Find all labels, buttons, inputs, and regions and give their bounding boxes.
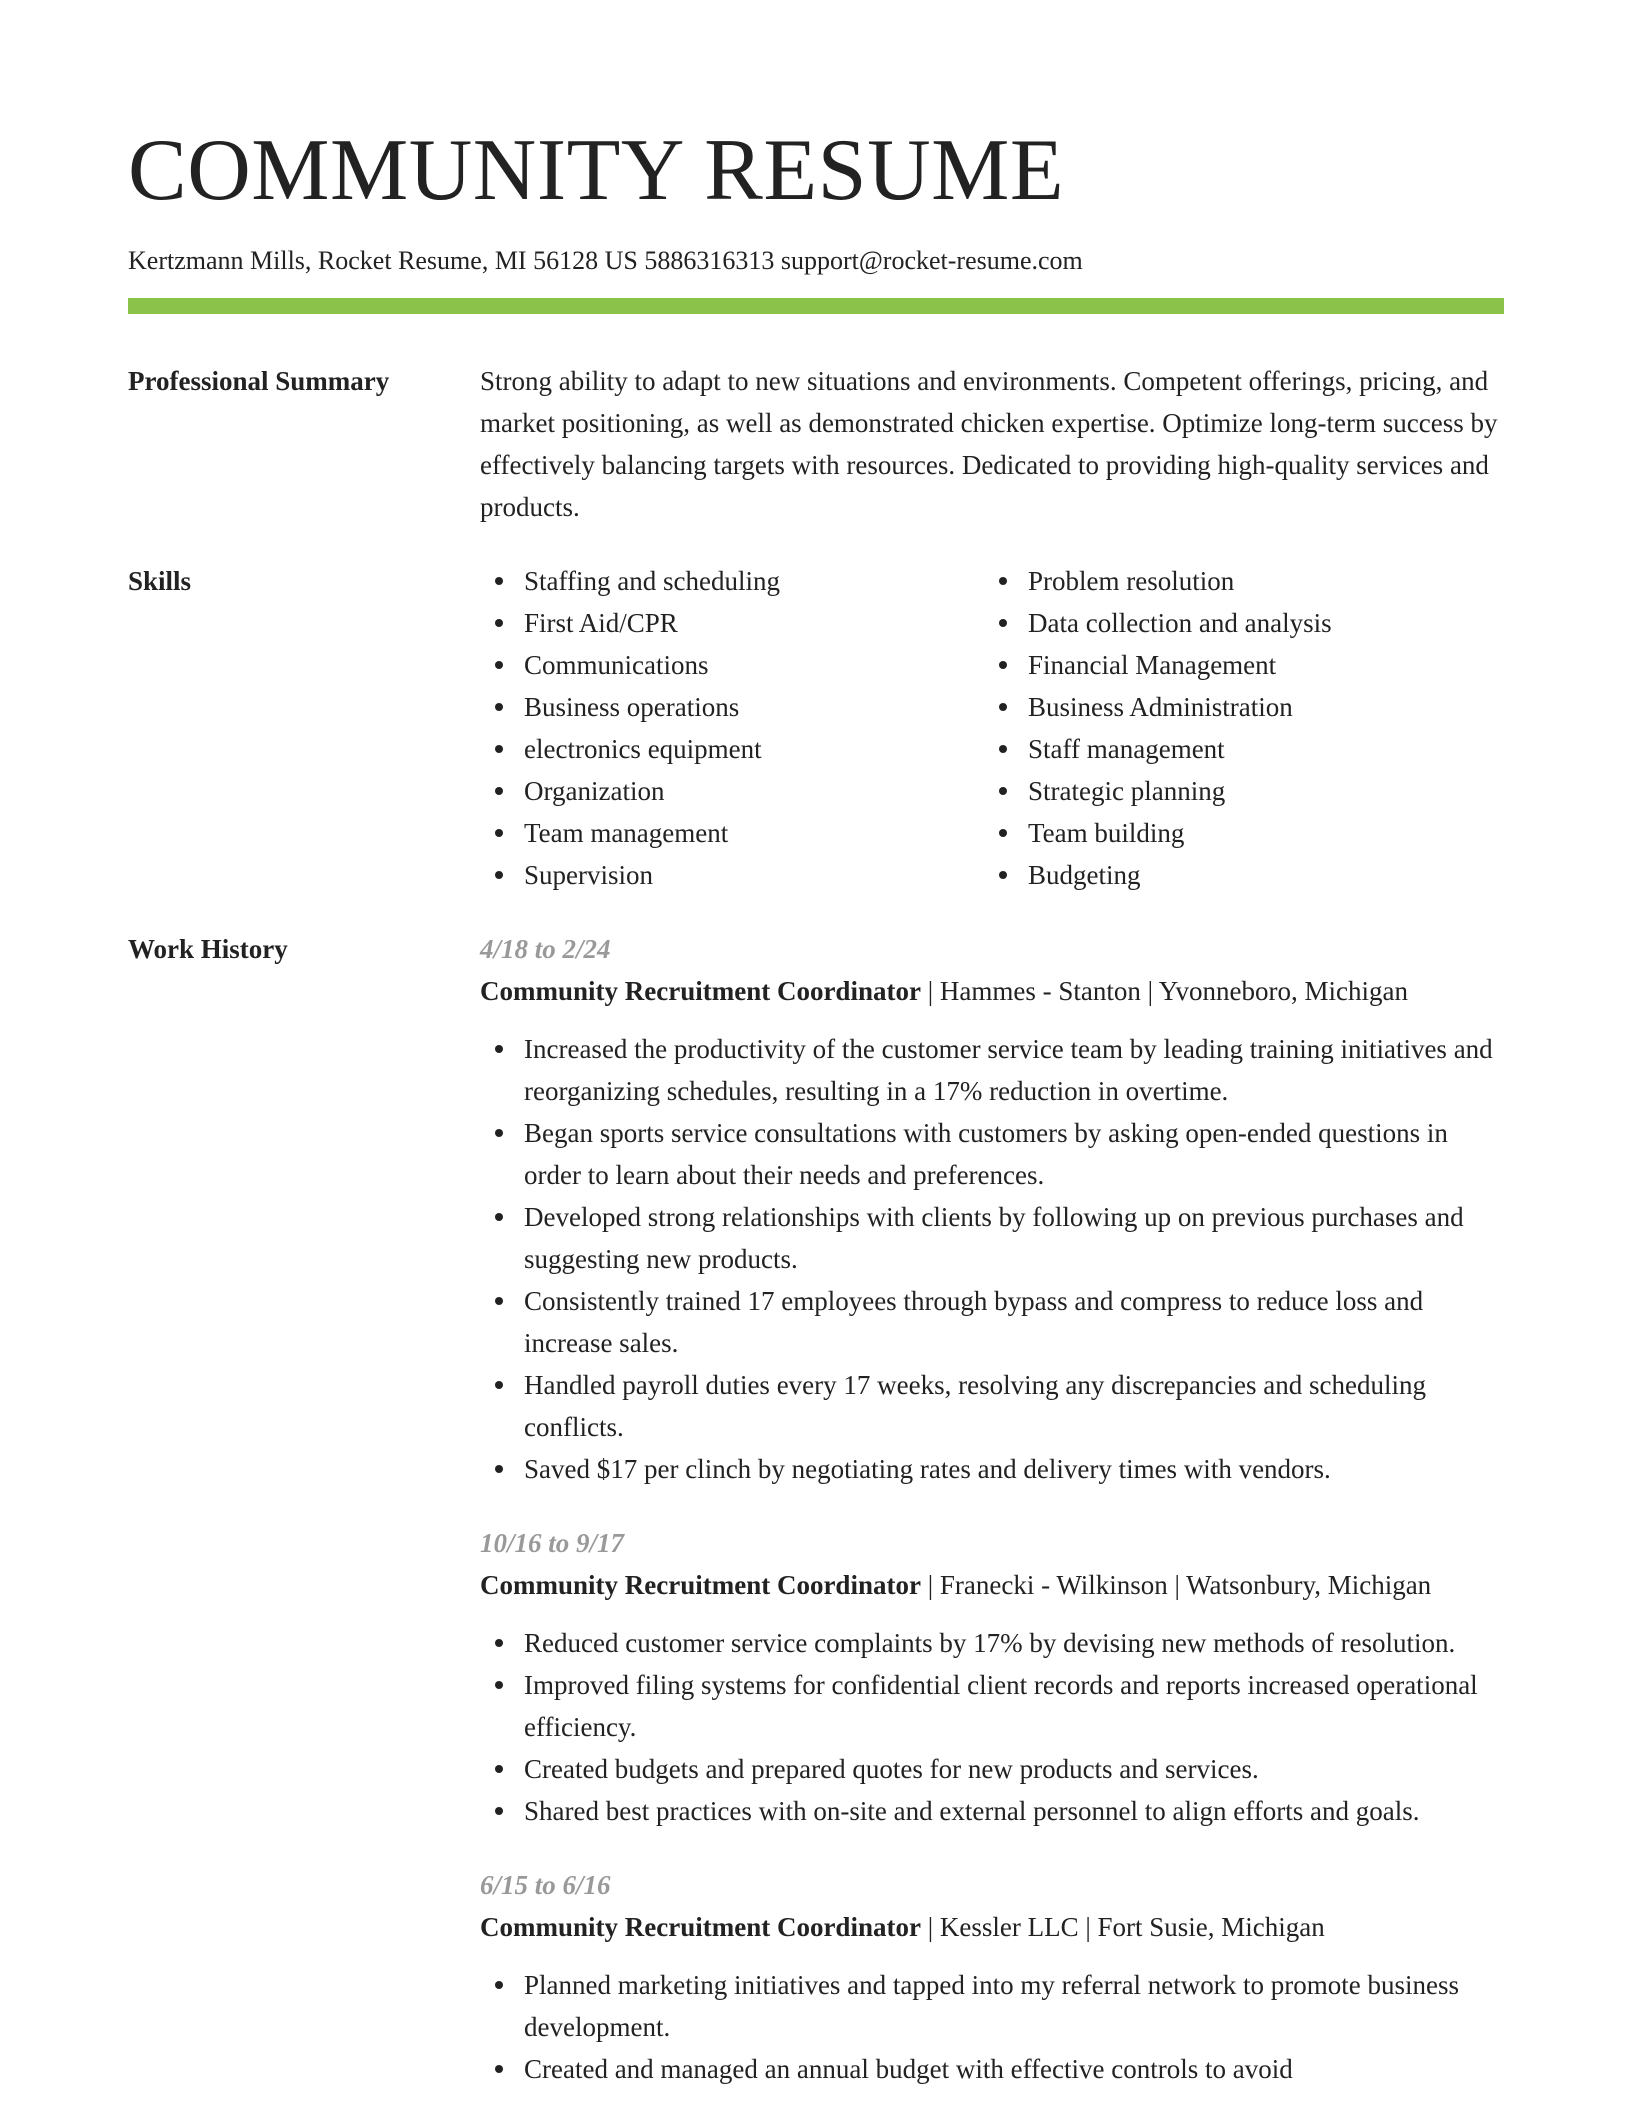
section-label-skills: Skills xyxy=(128,566,192,596)
job-bullet: Developed strong relationships with clients by following up on previous purchases and suggesting new products. xyxy=(480,1196,1504,1280)
skill-item: Business operations xyxy=(480,686,984,728)
skill-item: Problem resolution xyxy=(984,560,1488,602)
summary-text: Strong ability to adapt to new situations and environments. Competent offerings, pricing, and market positioning, as well as demonstrated chicken expertise. Optimize long-term success by effectively balancing targets with resources. Dedicated to providing high-quality services and products. xyxy=(480,366,1498,522)
resume-page xyxy=(128,118,1504,2122)
job-entry xyxy=(480,1864,1504,2090)
header-accent-rule xyxy=(128,298,1504,314)
contact-line xyxy=(128,244,1504,278)
job-entry xyxy=(480,1522,1504,1832)
work-history-section xyxy=(128,928,1504,2122)
skill-item: electronics equipment xyxy=(480,728,984,770)
job-bullet: Reduced customer service complaints by 17% by devising new methods of resolution. xyxy=(480,1622,1504,1664)
work-history-list xyxy=(480,928,1504,2122)
job-entry xyxy=(480,928,1504,1490)
job-bullet: Handled payroll duties every 17 weeks, resolving any discrepancies and scheduling conflicts. xyxy=(480,1364,1504,1448)
section-label-summary: Professional Summary xyxy=(128,366,390,396)
section-label-work-history: Work History xyxy=(128,934,288,964)
job-bullets xyxy=(480,1964,1504,2090)
skill-item: Staffing and scheduling xyxy=(480,560,984,602)
job-title: Community Recruitment Coordinator xyxy=(480,1912,921,1942)
job-bullet: Created budgets and prepared quotes for new products and services. xyxy=(480,1748,1504,1790)
job-title: Community Recruitment Coordinator xyxy=(480,976,921,1006)
job-title-line xyxy=(480,1564,1504,1606)
skills-section xyxy=(128,560,1504,896)
job-title-line xyxy=(480,1906,1504,1948)
job-bullet: Created and managed an annual budget with effective controls to avoid xyxy=(480,2048,1504,2090)
skill-item: Organization xyxy=(480,770,984,812)
job-employer-location: | Kessler LLC | Fort Susie, Michigan xyxy=(920,1912,1325,1942)
job-bullet: Saved $17 per clinch by negotiating rates and delivery times with vendors. xyxy=(480,1448,1504,1490)
skills-column-1 xyxy=(480,560,984,896)
contact-email: support@rocket-resume.com xyxy=(780,246,1083,275)
job-bullets xyxy=(480,1028,1504,1490)
job-employer-location: | Franecki - Wilkinson | Watsonbury, Michigan xyxy=(920,1570,1432,1600)
skill-item: Team building xyxy=(984,812,1488,854)
skill-item: Financial Management xyxy=(984,644,1488,686)
job-dates: 10/16 to 9/17 xyxy=(480,1528,625,1558)
job-bullet: Planned marketing initiatives and tapped into my referral network to promote business development. xyxy=(480,1964,1504,2048)
job-employer-location: | Hammes - Stanton | Yvonneboro, Michigan xyxy=(920,976,1408,1006)
job-bullet: Consistently trained 17 employees through bypass and compress to reduce loss and increase sales. xyxy=(480,1280,1504,1364)
skill-item: Staff management xyxy=(984,728,1488,770)
job-bullet: Increased the productivity of the customer service team by leading training initiatives and reorganizing schedules, resulting in a 17% reduction in overtime. xyxy=(480,1028,1504,1112)
job-bullet: Began sports service consultations with customers by asking open-ended questions in order to learn about their needs and preferences. xyxy=(480,1112,1504,1196)
job-dates: 4/18 to 2/24 xyxy=(480,934,611,964)
skill-item: Strategic planning xyxy=(984,770,1488,812)
skill-item: First Aid/CPR xyxy=(480,602,984,644)
contact-address: Kertzmann Mills, Rocket Resume, MI 56128 US xyxy=(128,246,638,275)
contact-phone: 5886316313 xyxy=(644,246,775,275)
skill-item: Business Administration xyxy=(984,686,1488,728)
resume-name: COMMUNITY RESUME xyxy=(128,122,1065,219)
job-title: Community Recruitment Coordinator xyxy=(480,1570,921,1600)
skill-item: Data collection and analysis xyxy=(984,602,1488,644)
skills-column-2 xyxy=(984,560,1488,896)
summary-section xyxy=(128,360,1504,528)
job-dates: 6/15 to 6/16 xyxy=(480,1870,611,1900)
skill-item: Communications xyxy=(480,644,984,686)
skill-item: Supervision xyxy=(480,854,984,896)
skills-grid xyxy=(480,560,1504,896)
skill-item: Team management xyxy=(480,812,984,854)
job-bullet: Improved filing systems for confidential client records and reports increased operational efficiency. xyxy=(480,1664,1504,1748)
skill-item: Budgeting xyxy=(984,854,1488,896)
job-bullets xyxy=(480,1622,1504,1832)
job-title-line xyxy=(480,970,1504,1012)
job-bullet: Shared best practices with on-site and external personnel to align efforts and goals. xyxy=(480,1790,1504,1832)
